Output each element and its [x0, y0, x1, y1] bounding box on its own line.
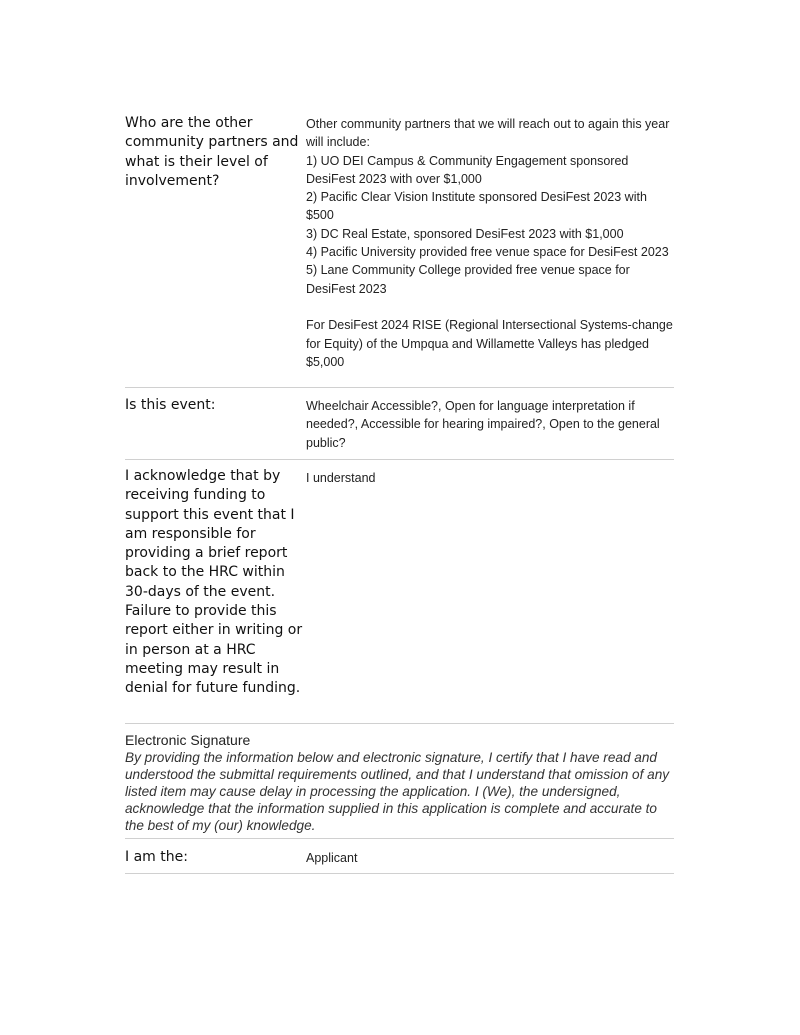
answer-line: 2) Pacific Clear Vision Institute sponsored DesiFest 2023 with $500: [306, 190, 647, 223]
paragraph-gap: [306, 298, 674, 316]
question-role: I am the:: [125, 849, 188, 865]
answer-line: 3) DC Real Estate, sponsored DesiFest 2023 with $1,000: [306, 226, 624, 241]
question-acknowledgement: I acknowledge that by receiving funding to support this event that I am responsible for providing a brief report back to the HRC within 30-days of the event. Failure to provide this report either in writing or in person at a HRC meeting may result in denial for future funding.: [125, 468, 303, 697]
answer-line: For DesiFest 2024 RISE (Regional Intersectional Systems-change for Equity) of the Umpqua and Willamette Valleys has pledged $5,000: [306, 318, 673, 369]
form-row-acknowledgement: [125, 460, 674, 724]
answer-line: Other community partners that we will reach out to again this year will include:: [306, 117, 670, 150]
form-row-community-partners: [125, 113, 674, 388]
answer-line: 4) Pacific University provided free venue space for DesiFest 2023: [306, 245, 669, 260]
answer-line: 5) Lane Community College provided free venue space for DesiFest 2023: [306, 263, 630, 296]
answer-acknowledgement: I understand: [306, 471, 376, 485]
form-row-electronic-signature: [125, 724, 674, 839]
question-event: Is this event:: [125, 397, 216, 413]
application-form: [125, 113, 674, 874]
form-row-role: [125, 839, 674, 874]
form-row-event-accessibility: [125, 388, 674, 460]
question-community-partners: Who are the other community partners and what is their level of involvement?: [125, 115, 299, 189]
answer-line: 1) UO DEI Campus & Community Engagement sponsored DesiFest 2023 with over $1,000: [306, 153, 629, 186]
signature-title: Electronic Signature: [125, 732, 251, 748]
answer-community-partners: [306, 113, 674, 381]
answer-role: Applicant: [306, 851, 358, 865]
answer-event: Wheelchair Accessible?, Open for language interpretation if needed?, Accessible for hearing impaired?, Open to the general public?: [306, 399, 660, 450]
signature-certification-text: By providing the information below and electronic signature, I certify that I have read and understood the submittal requirements outlined, and that I understand that omission of any listed item may cause delay in processing the application. I (We), the undersigned, acknowledge that the information supplied in this application is complete and accurate to the best of my (our) knowledge.: [125, 750, 670, 833]
